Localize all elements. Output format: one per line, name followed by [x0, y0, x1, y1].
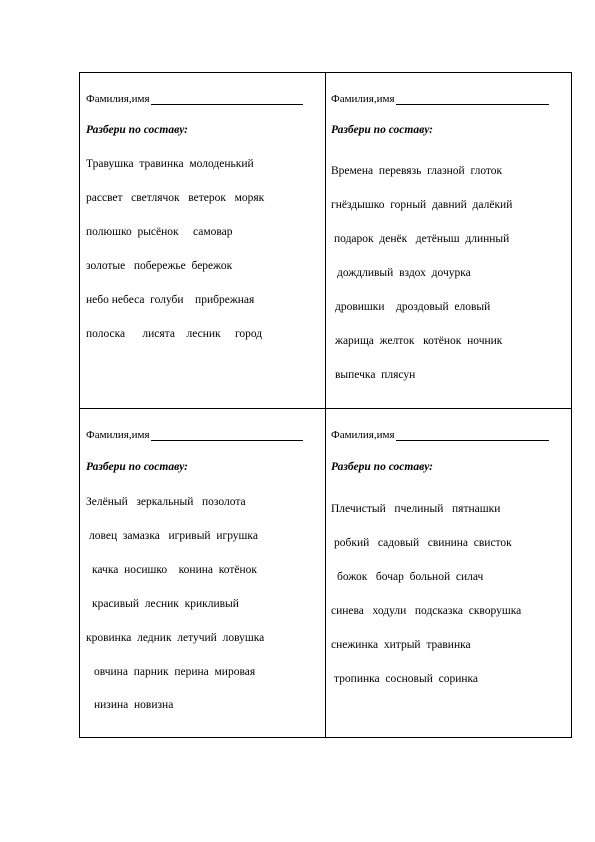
- task-heading: Разбери по составу:: [331, 124, 433, 136]
- name-label: Фамилия,имя: [86, 429, 150, 441]
- word-line: кровинка ледник летучий ловушка: [86, 632, 265, 644]
- word-line: красивый лесник крикливый: [92, 598, 239, 610]
- name-label: Фамилия,имя: [86, 93, 150, 105]
- name-label: Фамилия,имя: [331, 93, 395, 105]
- word-line: качка носишко конина котёнок: [92, 564, 257, 576]
- word-line: Травушка травинка молоденький: [86, 158, 254, 170]
- word-line: Плечистый пчелиный пятнашки: [331, 503, 501, 515]
- word-line: робкий садовый свинина свисток: [334, 537, 512, 549]
- word-line: золотые побережье бережок: [86, 260, 233, 272]
- name-field[interactable]: [331, 429, 549, 441]
- vertical-divider: [325, 73, 326, 737]
- word-line: жарища желток котёнок ночник: [335, 335, 503, 347]
- word-line: дровишки дроздовый еловый: [335, 301, 491, 313]
- word-line: Времена перевязь глазной глоток: [331, 165, 503, 177]
- name-field[interactable]: [86, 93, 303, 105]
- task-heading: Разбери по составу:: [86, 461, 188, 473]
- word-line: тропинка сосновый соринка: [334, 673, 479, 685]
- word-line: ловец замазка игривый игрушка: [89, 530, 258, 542]
- word-line: синева ходули подсказка скворушка: [331, 605, 522, 617]
- word-line: Зелёный зеркальный позолота: [86, 496, 246, 508]
- name-blank-line[interactable]: [396, 94, 549, 105]
- word-line: небо небеса голуби прибрежная: [86, 294, 255, 306]
- horizontal-divider: [80, 408, 571, 409]
- word-line: дождливый вздох дочурка: [337, 267, 471, 279]
- word-line: полюшко рысёнок самовар: [86, 226, 233, 238]
- name-field[interactable]: [86, 429, 303, 441]
- task-heading: Разбери по составу:: [86, 124, 188, 136]
- word-line: гнёздышко горный давний далёкий: [331, 199, 513, 211]
- word-line: полоска лисята лесник город: [86, 328, 263, 340]
- name-blank-line[interactable]: [396, 430, 549, 441]
- task-heading: Разбери по составу:: [331, 461, 433, 473]
- word-line: низина новизна: [94, 699, 174, 711]
- name-field[interactable]: [331, 93, 549, 105]
- name-blank-line[interactable]: [151, 430, 303, 441]
- word-line: овчина парник перина мировая: [94, 666, 256, 678]
- word-line: рассвет светлячок ветерок моряк: [86, 192, 265, 204]
- word-line: подарок денёк детёныш длинный: [334, 233, 510, 245]
- word-line: снежинка хитрый травинка: [331, 639, 471, 651]
- name-label: Фамилия,имя: [331, 429, 395, 441]
- word-line: божок бочар больной силач: [337, 571, 484, 583]
- word-line: выпечка плясун: [335, 369, 416, 381]
- name-blank-line[interactable]: [151, 94, 303, 105]
